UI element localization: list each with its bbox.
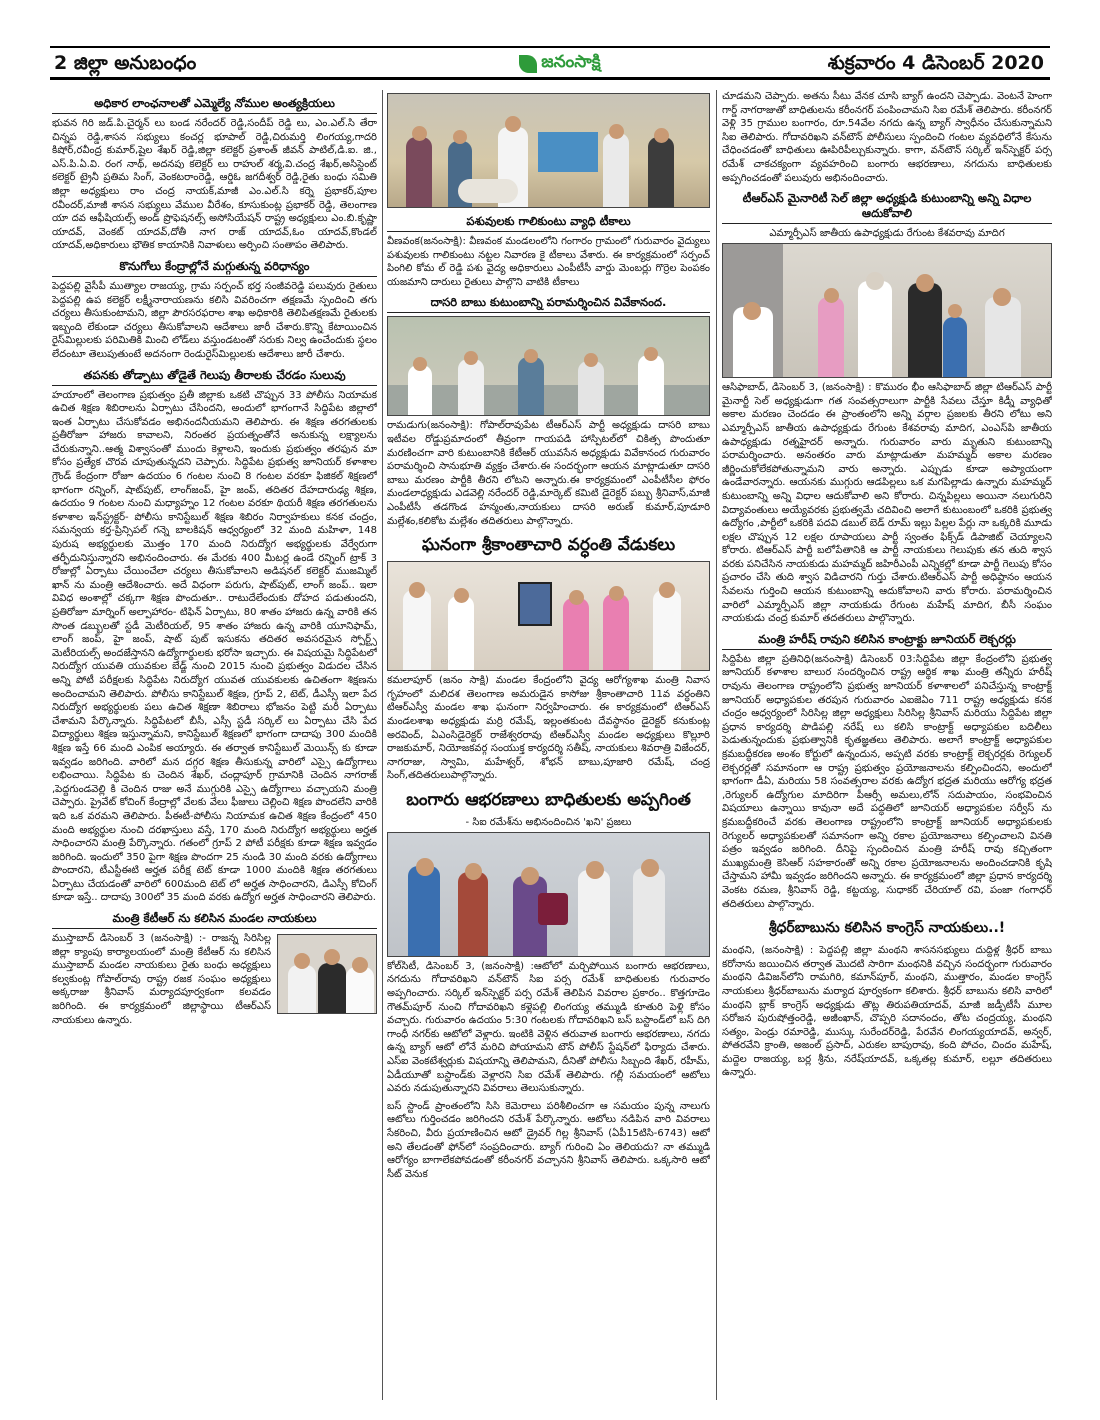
subheadline-minority-cell: ఎమ్మార్పీఎస్ జాతీయ ఉపాధ్యక్షుడు రేగుంట కేశవరావు మాదిగ: [769, 228, 1005, 240]
article-gold-body-part1: కోల్‌సిటీ, డిసెంబర్ 3, (జనంసాక్షి) :ఆటోలో మర్చిపోయిన బంగారు ఆభరణాలు, నగదును గోదావరిఖని వన్‌టౌన్ సిఐ పర్స రమేశ్ బాధితులకు గురువారం అప్పగించారు. సర్కిల్ ఇన్‌స్పెక్టర్ పర్స రమేశ్ తెలిపిన వివరాల ప్రకారం.. కొత్తగూడెం గౌతమ్‌పూర్ నుంచి గోదావరిఖని కళ్లెపల్లి లింగయ్య తమ్ముడి కూతురి పెళ్లి కోసం వచ్చారు. గురువారం ఉదయం 5:30 గంటలకు గోదావరిఖని బస్ బస్టాండ్‌లో బస్ దిగి గాంధీ నగర్‌కు ఆటోలో వెళ్లారు. ఇంటికి వెళ్లిన తరువాత బంగారు ఆభరణాలు, నగదు ఉన్న బ్యాగ్ ఆటో లోనే మరిచి పోయామని టౌన్ పోలీస్ స్టేషన్‌లో ఫిర్యాదు చేశారు. ఎస్‌ఐ వెంకటేశ్వర్లుకు విషయాన్ని తెలిపామని, దీనితో పోలీసు సిబ్బంది శేఖర్, రహీమ్, ఏడీయూతో బస్టాండ్‌కు వెళ్లారని సిఐ రమేశ్ తెలిపారు. గల్లీ సమయంలో ఆటోలు ఎవరు నడుపుతున్నారని వివరాలు తెలుసుకున్నారు.: [387, 960, 710, 1095]
article-vaccination-body: వీణవంక(జనంసాక్షి): వీణవంక మండలంలోని గంగారం గ్రామంలో గురువారం వైద్యులు పశువులకు గాలికుంటు నట్టల నివారణ కై టీకాలు వేశారు. ఈ కార్యక్రమంలో సర్పంచ్ పింగిలి కోమ ల్ రెడ్డి పశు వైద్య అధికారులు ఎంపీటీసీ వార్డు మెంబర్లు గొర్రెల పెంపకం యజమాని దారులు రైతులు పాల్గొని వాటికి టీకాలు: [387, 236, 710, 288]
column-middle: [387, 90, 710, 1410]
headline-minority-cell: టీఆర్ఎస్ మైనారిటీ సెల్ జిల్లా అధ్యక్షుడి కుటుంబాన్ని అన్ని విధాల ఆదుకోవాలి: [722, 189, 1052, 224]
headline-paddy: కొనుగోలు కేంద్రాల్లోనే మగ్గుతున్న వరిధాన్యం: [52, 257, 377, 277]
article-funeral-body: భువన గిరి జడ్.పి.చైర్మన్ లు బండ నరేందర్ రెడ్డి,సందీప్ రెడ్డి లు, ఎం.ఎల్.సి తేరా చిన్నప రెడ్డి,శాసన సభ్యులు కంచర్ల భూపాల్ రెడ్డి,చిరుమర్తి లింగయ్య,గాదరి కిషోర్,రవీంద్ర కుమార్,షైల శేఖర్ రెడ్డి,జిల్లా కలెక్టర్ ప్రశాంత్ జీవన్ పాటిల్,డి.ఐ. జి., ఎస్.పి.ఏ.వి. రంగ నాథ్, అదనపు కలెక్టర్ లు రాహుల్ శర్మ,వి.చంద్ర శేఖర్,అసిస్టెంట్ కలెక్టర్ ట్రైనీ ప్రతిమ సింగ్, వెంకటరాంరెడ్డి, ఆర్డిఓ జగదీశ్వర్ రెడ్డి,రైతు బంధు సమితి జిల్లా అధ్యక్షులు రాం చంద్ర నాయక్,మాజీ ఎం.ఎల్.సి కర్నె ప్రభాకర్,పూల రవీందర్,మాజీ శాసన సభ్యులు వేముల వీరేశం, కూసుకుంట్ల ప్రభాకర్ రెడ్డి, తెలంగాణ యా దవ ఆఫీషియల్స్ అండ్ ప్రొఫెషనల్స్ అసోసియేషన్ రాష్ట్ర అధ్యక్షులు ఎం.బి.కృష్ణా యాదవ్, వెంకట్ యాదవ్,దోతీ నాగ రాజ్ యాదవ్,ఓం యాదవ్,కొండల్ యాదవ్,అధికారులు భౌతిక కాయానికి నివాళులు అర్పించి సంతాపం తెలిపారు.: [52, 118, 377, 252]
article-sridhar-babu-body: మంథని, (జనంసాక్షి) : పెద్దపల్లి జిల్లా మంథని శాసనసభ్యులు దుద్దిళ్ల శ్రీధర్ బాబు కరోనాను జయించిన తర్వాత మొదటి సారిగా మంథనికి వచ్చిన సందర్భంగా గురువారం మంథని డివిజన్‌లోని రామగిరి, కమాన్‌పూర్, మంథని, ముత్తారం, మండల కాంగ్రెస్ నాయకులు శ్రీధర్‌బాబును మర్యాద పూర్వకంగా కలిశారు. శ్రీధర్ బాబును కలిసి వారిలో మంథని బ్లాక్ కాంగ్రెస్ అధ్యక్షుడు తొట్ల తిరుపతియాదవ్, మాజీ జడ్పీటీసీ మూల సరోజన పురుషోత్తంరెడ్డి, అజీంఖాన్, చొప్పరి సదానందం, తోట చంద్రయ్య, మంథని సత్యం, పెండ్రు రమారెడ్డి, ముస్కు సురేందర్‌రెడ్డి, పేరవేన లింగయ్యయాదవ్, అన్వర్, పోతరవేని క్రాంతి, అజంల్ ప్రసాద్, ఎరుకల బాపురావు, కంది పోచం, చిందం మహేష్, మద్దెల రాజయ్య, బర్ల శ్రీను, నరేష్‌యాదవ్, ఒక్కతల్ల కుమార్, లల్లూ తదితరులు ఉన్నారు.: [722, 945, 1052, 1079]
article-paddy-body: పెద్దపల్లి వైసీపీ ముత్యాల రాజయ్య, గ్రామ సర్పంచ్ భర్త సంజీవరెడ్డి పలువురు రైతులు పెద్దపల్లి ఉప కలెక్టర్ లక్ష్మీనారాయణను కలిసి వివరించగా తక్షణమే స్పందించి తగు చర్యలు తీసుకుంటామని, జిల్లా పౌరసరఫరాల శాఖ అధికారికి తెలిపితక్షణమే రైతులకు ఇబ్బంది లేకుండా చర్యలు తీసుకోవాలని ఆదేశాలు జారీ చేశారు.కొన్ని కేటాయించిన రైస్‌మిల్లులకు పరిమితికి మించి లోడ్‌లు వస్తుండటంతో సరుకు నిల్వ ఉంచేందుకు స్థలం లేదంటూ తెలుపుతుంటే అదనంగా రెండురైస్‌మిల్లులకు ఆదేశాలు జారీ చేశారు.: [52, 280, 377, 360]
portrait-frame: [518, 582, 552, 626]
article-srikanthachari-body: కమలాపూర్ (జనం సాక్షి) మండల కేంద్రంలోని వైద్య ఆరోగ్యశాఖ మంత్రి నివాస గృహంలో మలిదశ తెలంగాణ అమరుడైన కాసోజు శ్రీకాంతాచారి 11వ వర్ధంతిని టిఆర్ఎస్వీ మండల శాఖ ఘనంగా నిర్వహించారు. ఈ కార్యక్రమంలో టిఆర్ఎస్ మండలశాఖ అధ్యక్షుడు మర్రి రమేష్, ఇల్లంతకుంట దేవస్థానం డైరెక్టర్ కనుకుంట్ల అరవింద్, ఏఎంసిడైరెక్టర్ రాజేశ్వరరావు టిఆర్ఎస్వీ మండల అధ్యక్షులు కొల్లూరి రాజకుమార్, నియోజకవర్గ సంయుక్త కార్యదర్శి సతీష్, నాయకులు శివరాత్రి విజేందర్, నాగరాజు, స్వామి, మహేశ్వర్, శోభన్ బాబు,పూజారి రమేష్, చంద్ర సింగ్,తదితరులుపాల్గొన్నారు.: [387, 675, 710, 782]
article-minority-cell-body: ఆసిఫాబాద్, డిసెంబర్ 3, (జనంసాక్షి) : కొమురం భీం ఆసిఫాబాద్ జిల్లా టిఆర్ఎస్ పార్టీ మైనార్టీ సెల్ అధ్యక్షుడుగా గత సంవత్సరాలుగా పార్టీకి సేవలు చేస్తూ కిడ్నీ వ్యాధితో అకాల మరణం చెందడం ఈ ప్రాంతంలోని అన్ని వర్గాల ప్రజలకు తీరని లోటు అని ఎమ్మార్పీఎస్ జాతీయ ఉపాధ్యక్షుడు రేగుంట కేశవరావు మాదిగ, ఎంఎస్‌పి జాతీయ ఉపాధ్యక్షుడు రత్నహైదర్ అన్నారు. గురువారం వారు మృతుని కుటుంబాన్ని పరామర్శించారు. అనంతరం వారు మాట్లాడుతూ మహమ్మద్ అకాల మరణం జీర్ణించుకోలేకపోతున్నామని వారు అన్నారు. ఎప్పుడు కూడా అప్యాయంగా ఉండేవారన్నారు. ఆయనకు ముగ్గురు ఆడపిల్లలు ఒక మగపిల్లాడు ఉన్నారు మహమ్మద్ కుటుంబాన్ని అన్ని విధాల ఆదుకోవాలి అని కోరారు. చిన్నపిల్లలు అయినా నలుగురిని విద్యావంతులు అయ్యేవరకు ప్రభుత్వమే చదివించి అలాగే కుటుంబంలో ఒకరికి ప్రభుత్వ ఉద్యోగం ,పార్టీలో ఒకరికి పదవి డబుల్ బెడ్ రూమ్ ఇల్లు పిల్లల పేర్లు నా ఒక్కరికి మూడు లక్షల చొప్పున 12 లక్షల రూపాయలు పార్టీ స్వంతం ఫిక్స్‌డ్ డిపాజిట్ చెయ్యాలని కోరారు. టిఆర్ఎస్ పార్టీ బలోపేతానికి ఆ పార్టీ నాయకులు గెలుపుకు తన తుది శ్వాస వరకు పనిచేసిన నాయకుడు మహమ్మద్ జహిరీఎంపీ ఎన్నికల్లో కూడా పార్టీ గెలుపు కోసం ప్రచారం చేసి తుది శ్వాస విడిచారని గుర్తు చేశారు.టిఆర్ఎస్ పార్టీ అధిష్ఠానం ఆయన సేవలను గుర్తించి ఆయన కుటుంబాన్ని ఆదుకోవాలని వారు కోరారు. పరామర్శించిన వారిలో ఎమ్మార్పీఎస్ జిల్లా నాయకుడు రేగుంట మహేష్ మాదిగ, బీసీ సంఘం నాయకుడు చంద్ర కుమార్ తదతరులు పాల్గొన్నారు.: [722, 382, 1052, 625]
article-gold-body-part2: బస్ స్టాండ్ ప్రాంతంలోని సిసి కెమెరాలు పరిశీలించగా ఆ సమయం పున్న నాలుగు ఆటోలు గుర్తించడం జరిగిందని రమేశ్ పేర్కొన్నారు. ఆటోలు నడిపిన వారి వివరాలు సేకరించి, వీరు ప్రయాణించిన ఆటో డ్రైవర్ గిల్ల శ్రీనివాస్ (ఏపీ15టిసి-6743) ఆటో అని తేలడంతో ఫోన్‌లో సంప్రదించారు. బ్యాగ్ గురించి ఏం తెలియదు? నా తమ్ముడి ఆరోగ్యం బాగాలేకపోవడంతో కరీంనగర్ వచ్చానని శ్రీనివాస్ తెలిపారు. ఒక్కసారి ఆటో సీట్ వెనుక: [387, 1100, 710, 1180]
article-ktr-meeting: [52, 932, 377, 1027]
issue-date: శుక్రవారం 4 డిసెంబర్ 2020: [827, 52, 1044, 74]
article-gold-continued: చూడమని చెప్పారు. అతను సీటు వేనక చూసి బ్యాగ్ ఉందని చెప్పాడు. వెంటనే హెంగా గార్డ్ నాగరాజుతో బాధితులను కరీంనగర్ పంపించామని సిఐ రమేశ్ తెలిపారు. కరీంనగర్ వెళ్లి 35 గ్రాముల బంగారం, రూ.54వేల నగదు ఉన్న బ్యాగ్ స్వాధీనం చేసుకున్నామని సిఐ తెలిపారు. గోదావరిఖని వన్‌టౌన్ పోలీసులు స్పందించి గంటల వ్యవధిలోనే కేసును చేధించడంతో బాధితులు ఊపిరిపీల్చుకున్నారు. కాగా, వన్‌టౌన్ సర్కిల్ ఇన్‌స్పెక్టర్ పర్స రమేశ్ చాకచక్యంగా వ్యవహరించి బంగారు ఆభరణాలు, నగదును బాధితులకు అప్పగించడంతో పలువురు అభినందించారు.: [722, 91, 1052, 184]
headline-police-training: తపనకు తోడ్పాటు తోడైతే గెలుపు తీరాలకు చేరడం సులువు: [52, 366, 377, 386]
goat-shape: [458, 179, 518, 203]
headline-ktr-meeting: మంత్రి కేటీఆర్ ను కలిసిన మండల నాయకులు: [52, 909, 377, 929]
article-ktr-meeting-body: ముస్తాబాద్ డిసెంబర్ 3 (జనంసాక్షి) :- రాజన్న సిరిసిల్ల జిల్లా క్యాంపు కార్యాలయంలో మంత్రి కేటీఆర్ ను కలిసిన ముస్తాబాద్ మండల నాయకులు రైతు బంధు అధ్యక్షులు కల్వకుంట్ల గోపాల్‌రావు రాష్ట్ర రజక సంఘం అధ్యక్షులు అక్కరాజు శ్రీనివాస్ మర్యాదపూర్వకంగా కలవడం జరిగింది. ఈ కార్యక్రమంలో జిల్లాస్థాయి టీఆర్ఎస్ నాయకులు ఉన్నారు.: [52, 933, 271, 1026]
masthead: [50, 46, 1050, 80]
headline-sridhar-babu: శ్రీధర్‌బాబును కలిసిన కాంగ్రెస్ నాయకులు..!: [768, 920, 1006, 937]
photo-minority-cell-family: [722, 243, 1052, 378]
article-dasari-babu-body: రామడుగు(జనంసాక్షి): గోపాల్‌రావుపేట టీఆర్ఎస్ పార్టీ అధ్యక్షుడు దాసరి బాబు ఇటీవల రోడ్డుప్రమాదంలో తీవ్రంగా గాయపడి హాస్పిటల్‌లో చికిత్స పొందుతూ మరణించగా వారి కుటుంబానికి కేటీఆర్ యువసేన అధ్యక్షుడు వివేకానంద గురువారం పరామర్శించి సానుభూతి వ్యక్తం చేశారు.ఈ సందర్భంగా ఆయన మాట్లాడుతూ దాసరి బాబు మరణం పార్టీకి తీరని లోటని అన్నారు.ఈ కార్యక్రమంలో ఎంపీటీసీల ఫోరం మండలాధ్యక్షుడు ఎడవెల్లి నరేందర్ రెడ్డి,మార్కెట్ కమిటి డైరెక్టర్ పబ్బు శ్రీనివాస్,మాజీ ఎంపీటీసీ తడగొండ హన్మంతు,నాయకులు దాసరి అరుణ్ కుమార్,పూడూరి మల్లేశం,కలికోట మల్లేశం తదితరులు పాల్గొన్నారు.: [387, 420, 710, 527]
headline-funeral: అధికార లాంఛనాలతో ఎమ్మెల్యే నోముల అంత్యక్రియలు: [52, 94, 377, 114]
photo-livestock-vaccination: [387, 93, 710, 208]
bag-shape: [538, 893, 568, 925]
photo-dasari-family: [387, 316, 710, 416]
column-divider: [716, 90, 717, 1400]
newspaper-logo: [505, 50, 615, 78]
article-police-training-body: హయాంలో తెలంగాణ ప్రభుత్వం ప్రతీ జిల్లాకు ఒకటి చొప్పున 33 పోలీసు నియామక ఉచిత శిక్షణ శిబిరాలను ఏర్పాటు చేసిందని, అందులో భాగంగానే సిద్ధిపేట జిల్లాలో ఇంత ఏర్పాటు చేసుకోవడం అభినందనీయమని తెలిపారు. ఈ శిక్షణ తరగతులకు ప్రతీరోజూ హాజరు కావాలని, నిరంతర ప్రయత్నంతోనే అనుకున్న లక్ష్యాలను చేరుకున్నాని..ఆత్మ విశ్వాసంతో ముందు కెళ్లాలని, ఇందుకు ప్రభుత్వం తరఫున మా కోసం ప్రత్యేక చొరవ చూపుతున్నదని చెప్పారు. సిద్ధిపేట ప్రభుత్వ జూనియర్ కళాశాల గ్రౌండ్ కేంద్రంగా రోజూ ఉదయం 6 గంటల నుంచి 8 గంటల వరకూ ఫిజికల్ శిక్షణలో భాగంగా రన్నింగ్, షాట్‌పుట్, లాంగ్‌జంప్, హై జంప్, తదితర దేహదారుఢ్య శిక్షణ, ఉదయం 9 గంటల నుంచి మధ్యాహ్నం 12 గంటల వరకూ థియరీ శిక్షణ తరగతులను కళాశాల ఇన్‌స్ట్రక్టర్- పోలీసు కానిస్టేబుల్ శిక్షణ శిబిరం నిర్వాహకులు కనక చంద్రం, సమన్వయ కర్త-ప్రిన్సిపల్ గన్నె బాలకిషన్ ఆధ్వర్యంలో 32 మంది మహిళా, 148 పురుష అభ్యర్థులకు మొత్తం 170 మంది నిరుద్యోగ అభ్యర్థులకు వేర్వేరుగా తర్ఫీదునిస్తున్నారని అభినందించారు. ఈ మేరకు 400 మీటర్ల ఉండే రన్నింగ్ ట్రాక్ 3 రోజుల్లో ఏర్పాటు చేయించేలా చర్యలు తీసుకోవాలని అడిషనల్ కలెక్టర్ ముజమ్మిల్ ఖాన్ ను మంత్రి ఆదేశించారు. అదే విధంగా పరుగు, షాట్‌పుట్, లాంగ్ జంప్.. ఇలా వివిధ అంశాల్లో చక్కగా శిక్షణ పొందుతూ.. రాటుదేలేందుకు దోహద పడుతుందని, ప్రతిరోజూ మార్నింగ్ అల్పాహారం- టిఫిన్ ఏర్పాటు, 80 శాతం హాజరు ఉన్న వారికి తన సొంత డబ్బులతో స్టడీ మెటీరియల్, 95 శాతం హాజరు ఉన్న వారికి యూనిఫామ్, లాంగ్ జంప్, హై జంప్, షాట్ పుట్ ఇసుకను తదితర అవసరమైన స్పోర్ట్స్ మెటీరియల్స్ అందజేస్తానని ఉద్యోగార్థులకు భరోసా ఇచ్చారు. ఈ విషయమై సిద్ధిపేటలో నిరుద్యోగ యువతి యువకుల బేడ్జ్ నుంచి 2015 నుంచి ప్రభుత్వం విడుదల చేసిన అన్ని పోటీ పరీక్షలకు సిద్ధిపేట నిరుద్యోగ యువత యువకులకు ఉచితంగా శిక్షణను అందించామని తెలిపారు. పోలీసు కానిస్టేబుల్ శిక్షణ, గ్రూప్ 2, టెట్, డీఎస్సీ ఇలా పేద నిరుద్యోగ అభ్యర్థులకు పలు ఉచిత శిక్షణా శిబిరాలు భోజనం పెట్టి మరీ ఏర్పాటు చేశామని పేర్కొన్నారు. సిద్ధిపేటలో బీసీ, ఎస్సీ స్టడీ సర్కిల్ లు ఏర్పాటు చేసి పేద విద్యార్థులు శిక్షణ ఇస్తున్నామని, కానిస్టేబుల్ శిక్షణలో భాగంగా దాదాపు 300 మందికి శిక్షణ ఇస్తే 66 మంది ఎంపిక అయ్యారు. ఈ తర్వాత కానిస్టేబుల్ మెయిన్స్ కు కూడా ఇవ్వడం జరిగింది. వారిలో మన దగ్గర శిక్షణ తీసుకున్న వారిలో ఎస్సై ఉద్యోగాలు లభించాయి. సిద్ధిపేట కు చెందిన శేఖర్, చంద్లాపూర్ గ్రామానికి చెందిన నాగరాజ్ ,పెద్దగుండవెల్లి కి చెందిన రాజు అనే ముగ్గురికి ఎస్సై ఉద్యోగాలు వచ్చాయని మంత్రి చెప్పారు. ప్రైవేట్ కోచింగ్ కేంద్రాల్లో వేలకు వేలు ఫీజులు చెల్లించి శిక్షణ పొందలేని వారికి ఇది ఒక వరమని తెలిపారు. పీఈటీ-పోలీసు నియామక ఉచిత శిక్షణ కేంద్రంలో 450 మంది అభ్యర్థుల నుంచి దరఖాస్తులు వస్తే, 170 మంది నిరుద్యోగ అభ్యర్థులు అర్హత సాధించారని మంత్రి పేర్కొన్నారు. గతంలో గ్రూప్ 2 పోటీ పరీక్షకు కూడా శిక్షణ ఇవ్వడం జరిగింది. ఇందులో 350 పైగా శిక్షణ పొందగా 25 నుండి 30 మంది వరకు ఉద్యోగాలు పొందారని, టీఎస్టీఈటి అర్హత పరీక్ష టెట్ కూడా 1000 మందికి శిక్షణ తరగతులు ఏర్పాటు చేయడంతో వారిలో 600మంది టెట్ లో అర్హత సాధించారని, డిఎస్సీ కోచింగ్ కూడా ఇస్తే.. దాదాపు 300లో 35 మంది వరకు ఉద్యోగ అర్హత సాధించారని తెలిపారు.: [52, 389, 377, 904]
photo-gold-returned: [387, 832, 710, 957]
newspaper-logo-text: జనంసాక్షి: [541, 52, 601, 72]
column-divider: [382, 90, 383, 1400]
photo-ktr-meeting: [277, 934, 377, 1014]
column-right: [722, 90, 1052, 1410]
subheadline-gold-returned: - సిఐ రమేశ్‌ను అభినందించిన 'ఖని' ప్రజలు: [465, 816, 632, 828]
leaf-icon: [519, 55, 537, 73]
headline-srikanthachari: ఘనంగా శ్రీకాంతాచారి వర్ధంతి వేడుకలు: [421, 535, 676, 556]
article-harish-rao-body: సిద్దిపేట జిల్లా ప్రతినిధి(జనంసాక్షి) డిసెంబర్ 03:సిద్దిపేట జిల్లా కేంద్రంలోని ప్రభుత్వ జూనియర్ కళాశాల బాలుర సందర్శించిన రాష్ట్ర ఆర్థిక శాఖ మంత్రి తన్నీరు హరీష్ రావును తెలంగాణ రాష్ట్రంలోని ప్రభుత్వ జూనియర్ కళాశాలలో పనిచేస్తున్న కాంట్రాక్ట్ జూనియర్ అధ్యాపకుల తరపున గురువారం ఎఐజెఏం 711 రాష్ట్ర అధ్యక్షుడు కనక చంద్రం ఆధ్వర్యంలో సిరిసిల్ల జిల్లా అధ్యక్షులు సిరిసిల్ల శ్రీనివాస్ మరియు సిద్దిపేట జిల్లా ప్రధాన కార్యదర్శి పొడిపల్లి నరేష్ లు కలిసి కాంట్రాక్ట్ అధ్యాపకుల బదిలీలు పెడుతున్నందుకు ప్రభుత్వానికి కృతజ్ఞతలు తెలిపారు. అలాగే కాంట్రాక్ట్ అధ్యాపకుల క్రమబద్ధీకరణ అంశం కోర్టులో ఉన్నందున, అప్పటి వరకు కాంట్రాక్ట్ లెక్చరర్లకు రెగ్యులర్ లెక్చరర్లతో సమానంగా ఆ రాష్ట్ర ప్రభుత్వం ప్రయోజనాలను కల్పించిందని, అందులో భాగంగా డీఏ, మరియు 58 సంవత్సరాల వరకు ఉద్యోగ భద్రత మరియు ఆరోగ్య భద్రత ,రెగ్యులర్ ఉద్యోగుల మాదిరిగా పీఆర్సీ అమలు,లోన్ సదుపాయం, సంభవించిన విషయాలు ఉన్నాయి కావునా అదే పద్ధతిలో జూనియర్ అధ్యాపకుల సర్వీస్ ను క్రమబద్దీకరించే వరకు తెలంగాణ రాష్ట్రంలోని కాంట్రాక్ట్ జూనియర్ అధ్యాపకులకు రెగ్యులర్ అధ్యాపకులతో సమానంగా అన్ని రకాల ప్రయోజనాలు కల్పించాలని వినతి పత్రం ఇవ్వడం జరిగింది. దీనిపై స్పందించిన మంత్రి హరీష్ రావు కచ్చితంగా ముఖ్యమంత్రి కెసిఆర్ సహకారంతో అన్ని రకాల ప్రయోజనాలను అందించడానికి కృషి చేస్తామని హామీ ఇవ్వడం జరిగిందని అన్నారు. ఈ కార్యక్రమంలో జిల్లా ప్రధాన కార్యదర్శి వెంకట రమణ, శ్రీనివాస్ రెడ్డి, కట్టయ్య, సుధాకర్ చేరియాల్ రవి, పంజా గంగాధర్ తదితరులు పాల్గొన్నారు.: [722, 653, 1052, 910]
headline-dasari-babu: దాసరి బాబు కుటుంబాన్ని పరామర్శించిన వివేకానంద.: [387, 293, 710, 313]
photo-srikanthachari: [387, 561, 710, 671]
headline-harish-rao: మంత్రి హరీష్ రావుని కలిసిన కాంట్రాక్టు జూనియర్ లెక్చరర్లు: [722, 630, 1052, 650]
column-left: [52, 90, 377, 1410]
page-section-label: 2 జిల్లా అనుబంధం: [54, 52, 197, 74]
banner-shape: [538, 132, 598, 172]
headline-gold-returned: బంగారు ఆభరణాలు బాధితులకు అప్పగింత: [406, 789, 691, 810]
headline-vaccination: పశువులకు గాలికుంటు వ్యాధి టీకాలు: [387, 212, 710, 232]
